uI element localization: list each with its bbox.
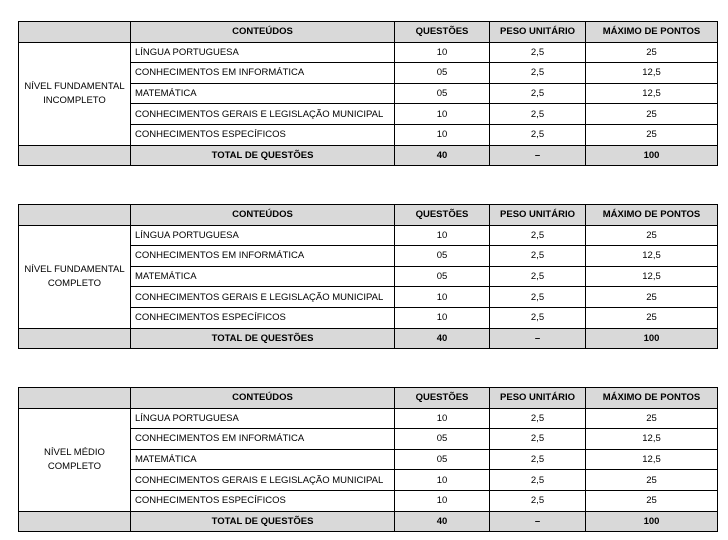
weight-cell: 2,5 [490, 83, 586, 104]
weight-cell: 2,5 [490, 63, 586, 84]
subject-cell: LÍNGUA PORTUGUESA [131, 225, 395, 246]
max-points-cell: 25 [586, 408, 718, 429]
total-max-points: 100 [586, 328, 718, 349]
subject-cell: CONHECIMENTOS ESPECÍFICOS [131, 124, 395, 145]
weight-cell: 2,5 [490, 266, 586, 287]
table-row [19, 225, 718, 246]
table-row [19, 42, 718, 63]
subject-cell: CONHECIMENTOS EM INFORMÁTICA [131, 429, 395, 450]
weight-cell: 2,5 [490, 408, 586, 429]
questions-cell: 05 [395, 63, 490, 84]
subject-cell: CONHECIMENTOS GERAIS E LEGISLAÇÃO MUNICIPAL [131, 104, 395, 125]
questions-cell: 10 [395, 490, 490, 511]
level-label: NÍVEL MÉDIO COMPLETO [19, 408, 131, 511]
questions-cell: 10 [395, 104, 490, 125]
total-label: TOTAL DE QUESTÕES [131, 511, 395, 532]
questions-cell: 05 [395, 246, 490, 267]
total-label: TOTAL DE QUESTÕES [131, 328, 395, 349]
weight-cell: 2,5 [490, 124, 586, 145]
score-table-medio-completo [18, 387, 718, 532]
header-conteudos: CONTEÚDOS [131, 205, 395, 226]
weight-cell: 2,5 [490, 470, 586, 491]
total-row [19, 511, 718, 532]
table-header-row [19, 205, 718, 226]
max-points-cell: 25 [586, 124, 718, 145]
weight-cell: 2,5 [490, 42, 586, 63]
subject-cell: MATEMÁTICA [131, 266, 395, 287]
subject-cell: MATEMÁTICA [131, 449, 395, 470]
header-maximo: MÁXIMO DE PONTOS [586, 22, 718, 43]
subject-cell: LÍNGUA PORTUGUESA [131, 42, 395, 63]
questions-cell: 10 [395, 307, 490, 328]
subject-cell: LÍNGUA PORTUGUESA [131, 408, 395, 429]
weight-cell: 2,5 [490, 307, 586, 328]
header-questoes: QUESTÕES [395, 388, 490, 409]
weight-cell: 2,5 [490, 225, 586, 246]
header-conteudos: CONTEÚDOS [131, 388, 395, 409]
weight-cell: 2,5 [490, 287, 586, 308]
total-max-points: 100 [586, 511, 718, 532]
subject-cell: CONHECIMENTOS GERAIS E LEGISLAÇÃO MUNICIPAL [131, 470, 395, 491]
header-blank-cell [19, 205, 131, 226]
subject-cell: CONHECIMENTOS EM INFORMÁTICA [131, 63, 395, 84]
weight-cell: 2,5 [490, 104, 586, 125]
questions-cell: 10 [395, 42, 490, 63]
questions-cell: 10 [395, 287, 490, 308]
max-points-cell: 12,5 [586, 266, 718, 287]
max-points-cell: 25 [586, 225, 718, 246]
questions-cell: 05 [395, 449, 490, 470]
max-points-cell: 12,5 [586, 83, 718, 104]
subject-cell: CONHECIMENTOS EM INFORMÁTICA [131, 246, 395, 267]
weight-cell: 2,5 [490, 490, 586, 511]
max-points-cell: 12,5 [586, 449, 718, 470]
header-questoes: QUESTÕES [395, 205, 490, 226]
header-peso: PESO UNITÁRIO [490, 388, 586, 409]
max-points-cell: 25 [586, 490, 718, 511]
questions-cell: 05 [395, 266, 490, 287]
table-header-row [19, 388, 718, 409]
subject-cell: MATEMÁTICA [131, 83, 395, 104]
header-questoes: QUESTÕES [395, 22, 490, 43]
header-blank-cell [19, 22, 131, 43]
table-row [19, 408, 718, 429]
score-table-fundamental-completo [18, 204, 718, 349]
weight-cell: 2,5 [490, 449, 586, 470]
total-row [19, 145, 718, 166]
subject-cell: CONHECIMENTOS ESPECÍFICOS [131, 490, 395, 511]
questions-cell: 05 [395, 429, 490, 450]
total-blank-cell [19, 328, 131, 349]
max-points-cell: 25 [586, 470, 718, 491]
total-weight: – [490, 511, 586, 532]
header-maximo: MÁXIMO DE PONTOS [586, 388, 718, 409]
level-label: NÍVEL FUNDAMENTAL INCOMPLETO [19, 42, 131, 145]
total-questions: 40 [395, 328, 490, 349]
max-points-cell: 25 [586, 42, 718, 63]
max-points-cell: 25 [586, 307, 718, 328]
max-points-cell: 12,5 [586, 63, 718, 84]
max-points-cell: 12,5 [586, 429, 718, 450]
total-weight: – [490, 145, 586, 166]
header-peso: PESO UNITÁRIO [490, 205, 586, 226]
total-blank-cell [19, 511, 131, 532]
total-row [19, 328, 718, 349]
header-blank-cell [19, 388, 131, 409]
total-max-points: 100 [586, 145, 718, 166]
header-maximo: MÁXIMO DE PONTOS [586, 205, 718, 226]
questions-cell: 05 [395, 83, 490, 104]
max-points-cell: 25 [586, 287, 718, 308]
questions-cell: 10 [395, 470, 490, 491]
header-peso: PESO UNITÁRIO [490, 22, 586, 43]
subject-cell: CONHECIMENTOS ESPECÍFICOS [131, 307, 395, 328]
weight-cell: 2,5 [490, 246, 586, 267]
max-points-cell: 12,5 [586, 246, 718, 267]
total-weight: – [490, 328, 586, 349]
total-questions: 40 [395, 511, 490, 532]
max-points-cell: 25 [586, 104, 718, 125]
total-questions: 40 [395, 145, 490, 166]
weight-cell: 2,5 [490, 429, 586, 450]
table-header-row [19, 22, 718, 43]
subject-cell: CONHECIMENTOS GERAIS E LEGISLAÇÃO MUNICIPAL [131, 287, 395, 308]
questions-cell: 10 [395, 124, 490, 145]
level-label: NÍVEL FUNDAMENTAL COMPLETO [19, 225, 131, 328]
header-conteudos: CONTEÚDOS [131, 22, 395, 43]
questions-cell: 10 [395, 225, 490, 246]
total-label: TOTAL DE QUESTÕES [131, 145, 395, 166]
questions-cell: 10 [395, 408, 490, 429]
total-blank-cell [19, 145, 131, 166]
score-table-fundamental-incompleto [18, 21, 718, 166]
